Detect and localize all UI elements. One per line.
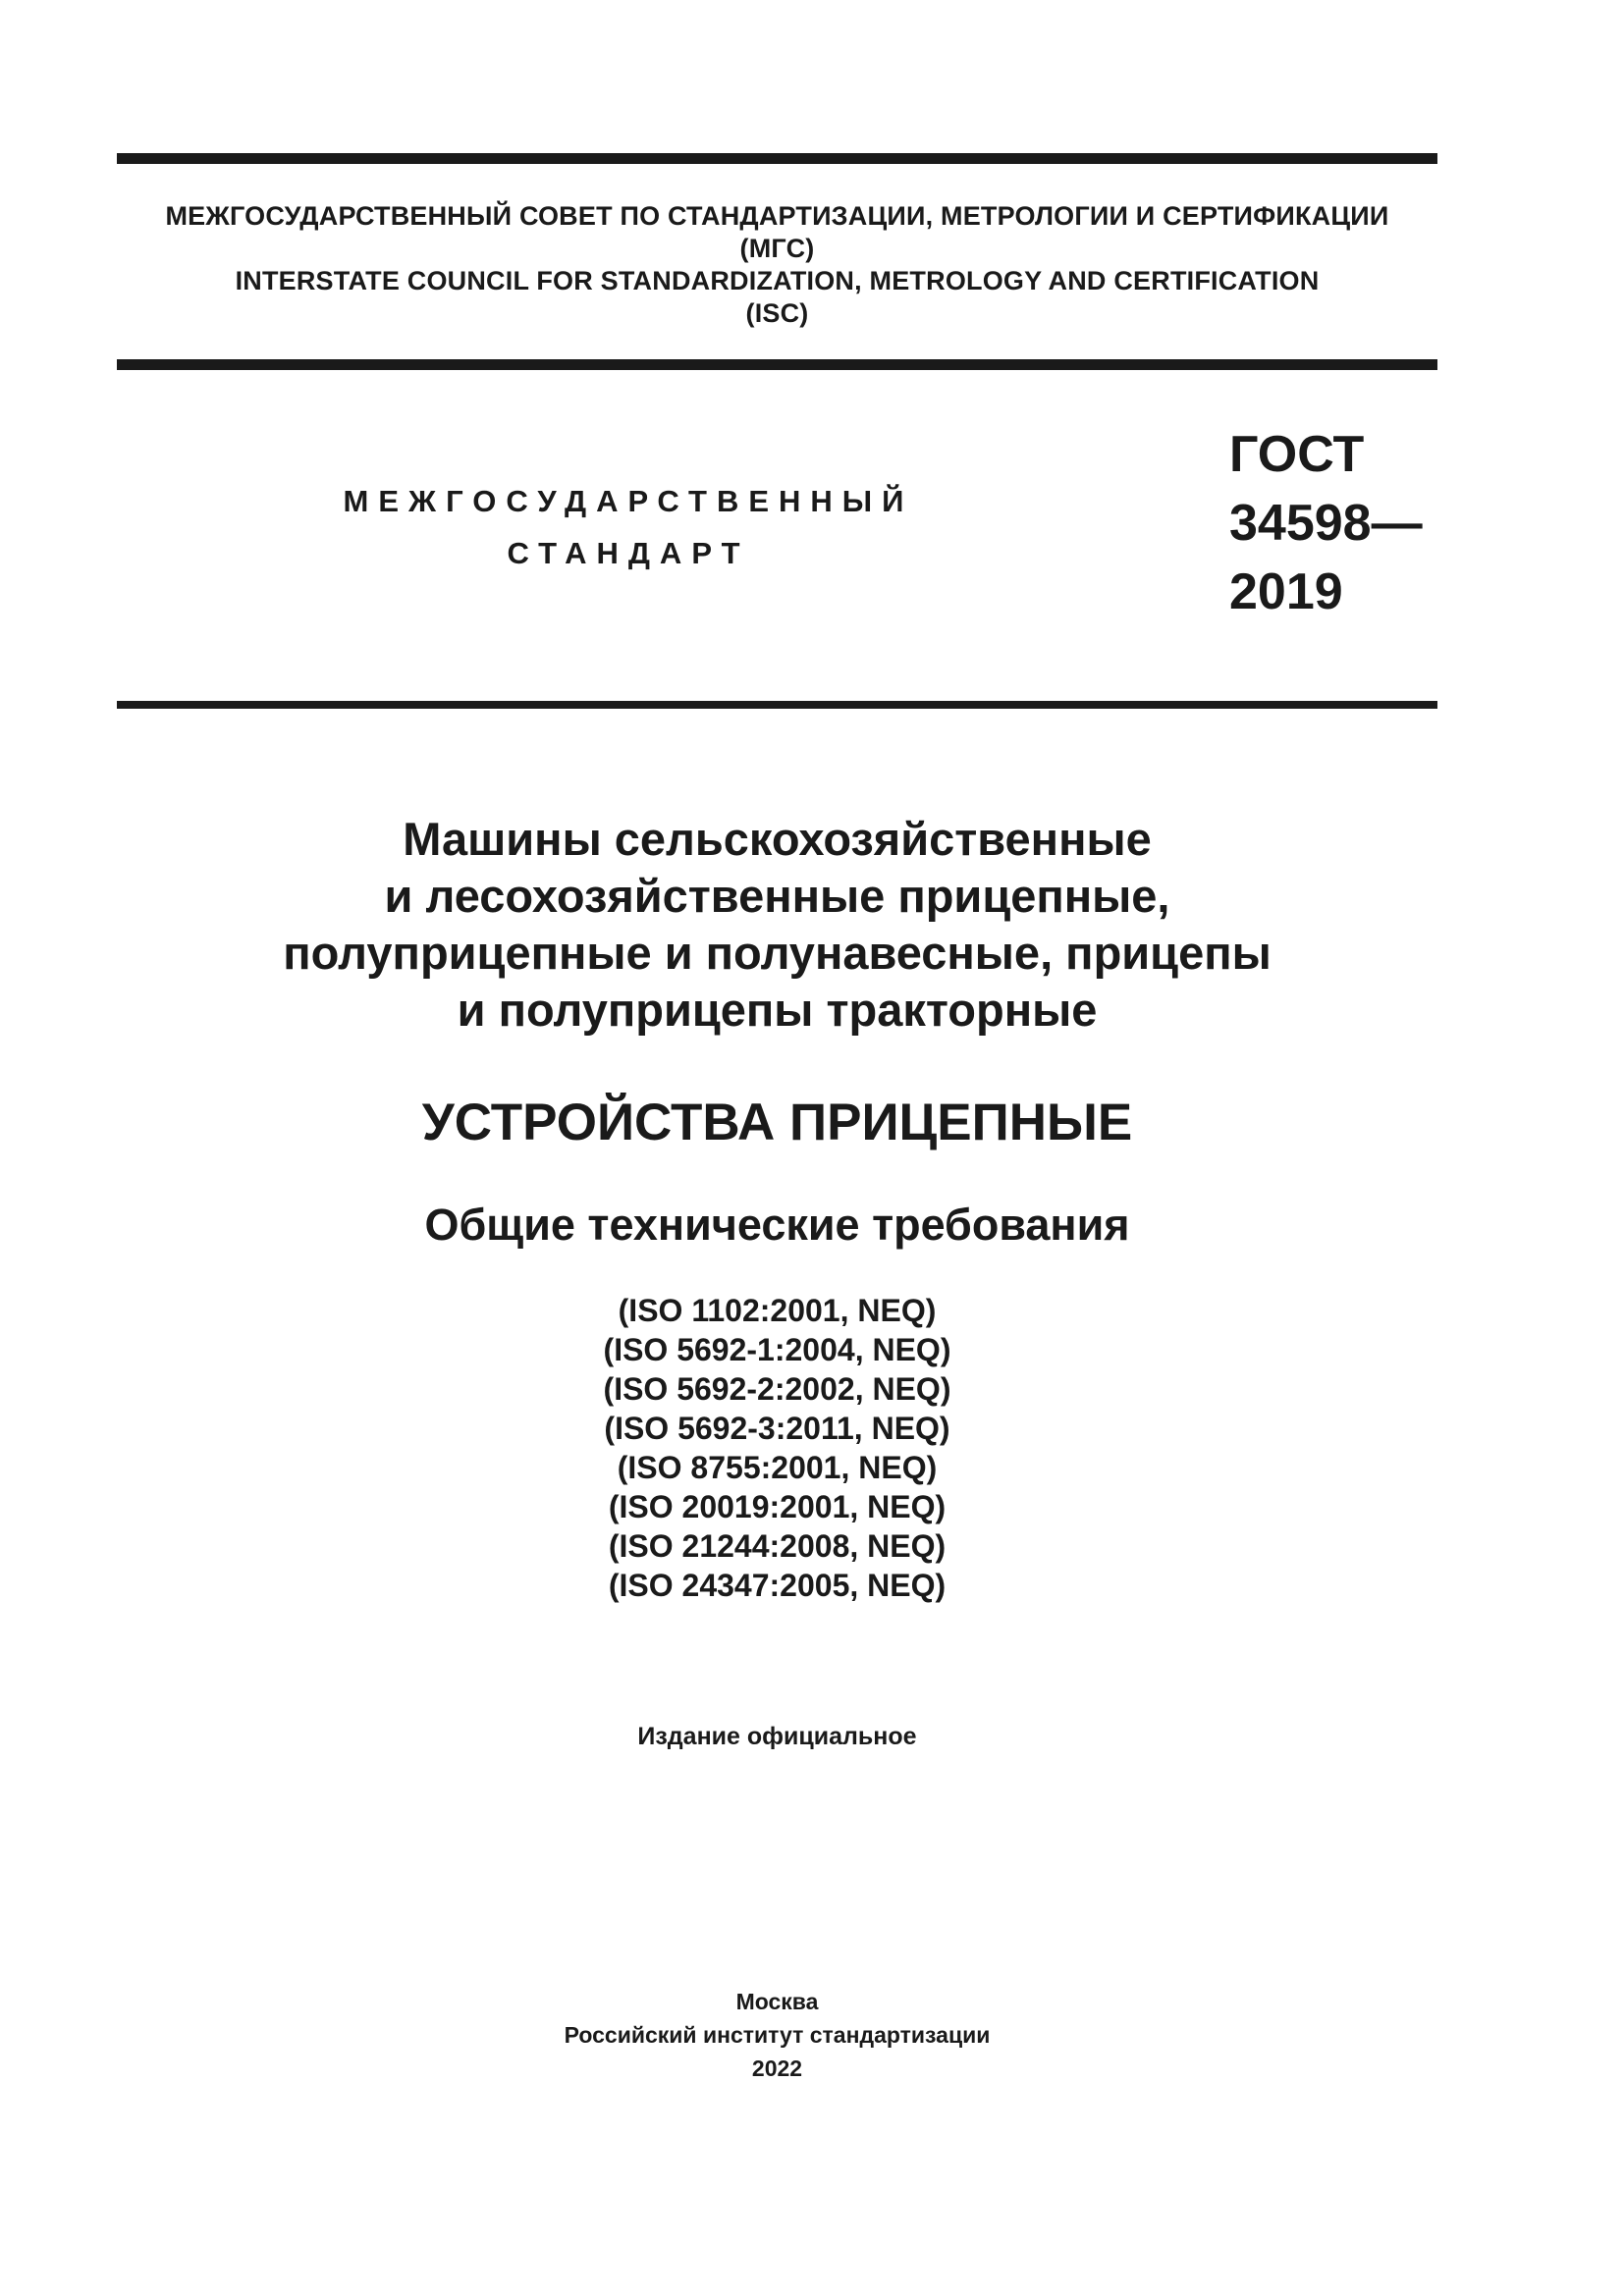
title-line: и полуприцепы тракторные xyxy=(457,984,1098,1036)
iso-reference: (ISO 24347:2005, NEQ) xyxy=(608,1568,947,1603)
iso-reference: (ISO 20019:2001, NEQ) xyxy=(608,1489,947,1524)
designation-year: 2019 xyxy=(1229,563,1343,620)
document-title xyxy=(117,811,1437,1039)
title-line: Машины сельскохозяйственные xyxy=(403,813,1152,865)
publication-imprint xyxy=(117,1985,1437,2085)
standard-designation xyxy=(1229,420,1423,626)
title-line: и лесохозяйственные прицепные, xyxy=(384,870,1170,922)
iso-reference: (ISO 8755:2001, NEQ) xyxy=(617,1450,938,1485)
iso-reference-list xyxy=(117,1291,1437,1605)
designation-prefix: ГОСТ xyxy=(1229,426,1365,483)
council-en-name: INTERSTATE COUNCIL FOR STANDARDIZATION, METROLOGY AND CERTIFICATION xyxy=(235,266,1320,295)
bottom-rule xyxy=(117,701,1437,709)
top-rule xyxy=(117,153,1437,164)
title-line: полуприцепные и полунавесные, прицепы xyxy=(283,927,1272,979)
imprint-publisher: Российский институт стандартизации xyxy=(564,2022,991,2048)
standard-type-line1: МЕЖГОСУДАРСТВЕННЫЙ xyxy=(343,484,914,518)
standard-type-label xyxy=(295,475,962,579)
imprint-year: 2022 xyxy=(751,2056,803,2081)
edition-note: Издание официальное xyxy=(637,1723,917,1750)
iso-reference: (ISO 5692-3:2011, NEQ) xyxy=(604,1411,950,1446)
council-ru-abbr: (МГС) xyxy=(739,234,815,263)
iso-reference: (ISO 5692-1:2004, NEQ) xyxy=(603,1332,951,1367)
council-ru-name: МЕЖГОСУДАРСТВЕННЫЙ СОВЕТ ПО СТАНДАРТИЗАЦИИ, МЕТРОЛОГИИ И СЕРТИФИКАЦИИ xyxy=(165,201,1389,231)
iso-reference: (ISO 1102:2001, NEQ) xyxy=(618,1293,937,1328)
standard-type-line2: СТАНДАРТ xyxy=(507,536,750,570)
middle-rule xyxy=(117,359,1437,370)
iso-reference: (ISO 5692-2:2002, NEQ) xyxy=(603,1371,951,1407)
iso-reference: (ISO 21244:2008, NEQ) xyxy=(608,1528,947,1564)
document-main-subject: УСТРОЙСТВА ПРИЦЕПНЫЕ xyxy=(421,1094,1133,1151)
designation-number: 34598— xyxy=(1229,495,1423,552)
document-subtitle: Общие технические требования xyxy=(424,1200,1130,1250)
council-header xyxy=(117,200,1437,330)
council-en-abbr: (ISC) xyxy=(745,298,809,328)
imprint-city: Москва xyxy=(735,1989,819,2014)
